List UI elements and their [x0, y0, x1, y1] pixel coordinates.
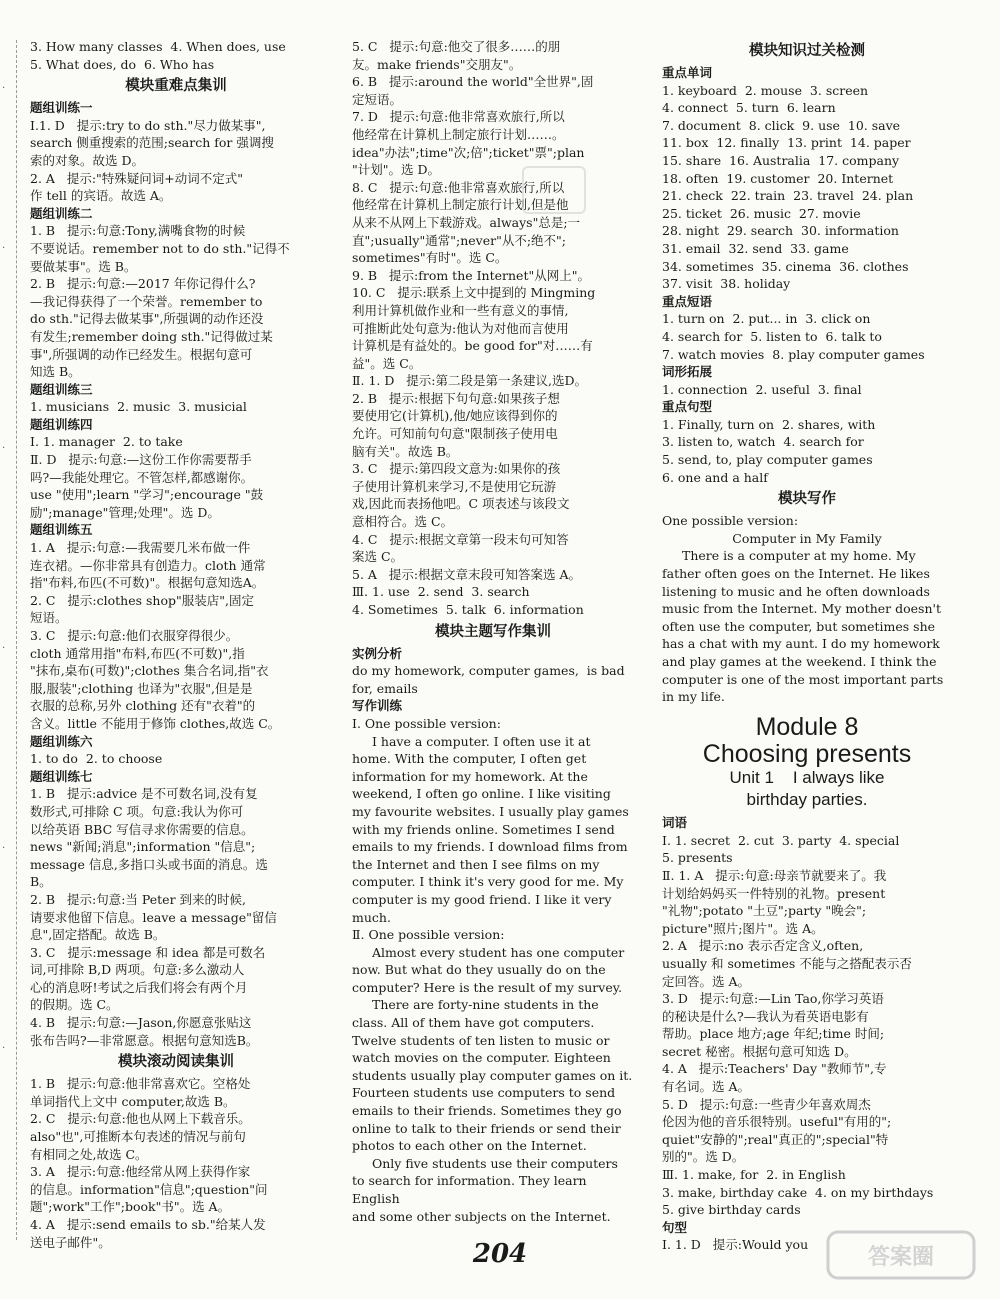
answer-line: 21. check 22. train 23. travel 24. plan — [662, 188, 914, 204]
answer-line: 5. send, to, play computer games — [662, 452, 873, 468]
answer-line: 4. Sometimes 5. talk 6. information — [352, 602, 584, 617]
answer-line: use "使用";learn "学习";encourage "鼓 — [30, 487, 264, 503]
answer-line: 指"布料,布匹(不可数)"。根据句意知选A。 — [30, 575, 265, 591]
answer-line: 心的消息呀!考试之后我们将会有两个月 — [30, 979, 248, 995]
answer-line: 2. C 提示:句意:他也从网上下载音乐。 — [30, 1111, 251, 1127]
answer-line: search 侧重搜索的范围;search for 强调搜 — [30, 135, 274, 151]
answer-line: Ⅰ. One possible version: — [352, 715, 501, 731]
book-watermark — [522, 166, 586, 214]
answer-line: quiet"安静的";real"真正的";special"特 — [662, 1131, 889, 1147]
module-title: Unit 1 I always like — [729, 767, 885, 787]
answer-line: usually 和 sometimes 不能与之搭配表示否 — [662, 955, 912, 971]
module-title: birthday parties. — [746, 790, 868, 810]
answer-line: 有发生;remember doing sth."记得做过某 — [30, 328, 273, 344]
answer-line: 5. What does, do 6. Who has — [30, 56, 215, 72]
answer-line: also"也",可推断本句表述的情况与前句 — [30, 1129, 246, 1145]
answer-line: class. All of them have got computers. — [352, 1015, 595, 1031]
answer-line: 1. connection 2. useful 3. final — [662, 381, 862, 397]
answer-line: message 信息,多指口头或书面的消息。选 — [30, 856, 268, 872]
answer-line: has a chat with my aunt. I do my homework — [662, 636, 940, 652]
answer-line: 1. B 提示:advice 是不可数名词,没有复 — [30, 786, 258, 802]
answer-line: 7. document 8. click 9. use 10. save — [662, 117, 901, 133]
answer-line: 1. keyboard 2. mouse 3. screen — [662, 82, 869, 98]
answer-line: 脑有关"。故选 B。 — [352, 443, 459, 459]
answer-line: Ⅰ.1. D 提示:try to do sth."尽力做某事", — [30, 117, 266, 133]
subsection-label: 题组训练四 — [30, 416, 93, 432]
answer-line: 短语。 — [30, 610, 68, 626]
answer-line: 请要求他留下信息。leave a message"留信 — [30, 909, 277, 925]
answer-line: 1. musicians 2. music 3. musicial — [30, 399, 247, 415]
answer-line: Ⅱ. 1. A 提示:句意:母亲节就要来了。我 — [662, 867, 887, 883]
answer-line: 知选 B。 — [30, 364, 81, 380]
answer-line: Ⅱ. D 提示:句意:—这份工作你需要帮手 — [30, 452, 252, 468]
answer-line: 6. B 提示:around the world"全世界",固 — [352, 74, 594, 90]
answer-line: 1. turn on 2. put... in 3. click on — [662, 311, 871, 327]
answer-line: 数形式,可排除 C 项。句意:我认为你可 — [30, 803, 244, 819]
answer-line: 友。make friends"交朋友"。 — [352, 56, 522, 72]
answer-line: 定短语。 — [352, 91, 403, 107]
answer-line: 2. A 提示:"特殊疑问词+动词不定式" — [30, 170, 244, 186]
answer-line: 送电子邮件"。 — [30, 1234, 111, 1250]
module-title: Choosing presents — [702, 740, 912, 769]
subsection-label: 实例分析 — [352, 645, 403, 661]
answer-line: computer? Here is the result of my survey. — [352, 979, 623, 995]
answer-line: 5. presents — [662, 850, 733, 866]
answer-line: 37. visit 38. holiday — [662, 276, 791, 292]
answer-line: 吗?—我能处理它。不管怎样,都感谢你。 — [30, 469, 254, 485]
answer-line: 帮助。place 地方;age 年纪;time 时间; — [662, 1026, 885, 1042]
answer-line: 4. A 提示:Teachers' Day "教师节",专 — [662, 1061, 887, 1077]
answer-line: 4. C 提示:根据文章第一段末句可知答 — [352, 531, 569, 547]
answer-line: 4. B 提示:句意:—Jason,你愿意张贴这 — [30, 1015, 252, 1031]
subsection-label: 题组训练六 — [30, 733, 93, 749]
answer-line: do my homework, computer games, is bad — [352, 663, 625, 679]
answer-line: Only five students use their computers — [372, 1155, 618, 1171]
answer-line: 的假期。选 C。 — [30, 997, 119, 1013]
answer-line: 词,可排除 B,D 两项。句意:多么激动人 — [30, 962, 245, 978]
binding-margin: · · · · · · — [0, 40, 17, 1240]
subsection-label: 句型 — [662, 1219, 688, 1235]
answer-line: 案选 C。 — [352, 549, 404, 565]
answer-line: 索的对象。故选 D。 — [30, 152, 144, 168]
answer-line: cloth 通常用指"布料,布匹(不可数)",指 — [30, 645, 245, 661]
answer-line: 衣服的总称,另外 clothing 还有"衣着"的 — [30, 698, 256, 714]
answer-line: much. — [352, 909, 391, 925]
answer-line: Computer in My Family — [732, 530, 882, 546]
answer-line: 31. email 32. send 33. game — [662, 240, 849, 256]
answer-column-2 — [352, 38, 634, 1225]
answer-line: and some other subjects on the Internet. — [352, 1208, 611, 1224]
page-number: 204 — [472, 1239, 528, 1269]
answer-line: news "新闻;消息";information "信息"; — [30, 839, 256, 855]
answer-line: 直";usually"通常";never"从不;绝不"; — [352, 232, 567, 248]
answer-line: 戏,因此而表扬他吧。C 项表述与该段文 — [352, 496, 570, 512]
subsection-label: 重点句型 — [662, 399, 713, 415]
answer-line: 的秘诀是什么?—我认为看英语电影有 — [662, 1008, 869, 1024]
answer-line: 3. listen to, watch 4. search for — [662, 434, 864, 450]
answer-line: 7. watch movies 8. play computer games — [662, 346, 925, 362]
subsection-label: 题组训练二 — [30, 205, 93, 221]
answer-line: 10. C 提示:联系上文中提到的 Mingming — [352, 285, 596, 301]
answer-line: B。 — [30, 874, 52, 890]
answer-line: music from the Internet. My mother doesn't — [662, 601, 941, 617]
answer-line: 2. B 提示:根据下句句意:如果孩子想 — [352, 390, 560, 406]
subsection-label: 词语 — [662, 815, 688, 831]
answer-line: "抹布,桌布(可数)";clothes 集合名词,指"衣 — [30, 663, 269, 679]
subsection-label: 写作训练 — [352, 698, 403, 714]
answer-line: 他经常在计算机上制定旅行计划,但是他 — [352, 197, 569, 213]
answer-line: "礼物";potato "土豆";party "晚会"; — [662, 903, 867, 919]
answer-line: 题";work"工作";book"书"。选 A。 — [30, 1199, 231, 1215]
answer-line: 从来不从网上下载游戏。always"总是;一 — [352, 214, 581, 230]
answer-line: 他经常在计算机上制定旅行计划……。 — [352, 126, 565, 142]
answer-line: 5. A 提示:根据文章末段可知答案选 A。 — [352, 566, 582, 582]
answer-line: 18. often 19. customer 20. Internet — [662, 170, 894, 186]
answer-line: now. But what do they usually do on the — [352, 962, 606, 978]
answer-line: 3. C 提示:句意:他们衣服穿得很少。 — [30, 628, 239, 643]
answer-line: weekend, I often go online. I like visiting — [352, 786, 611, 802]
answer-line: Ⅲ. 1. use 2. send 3. search — [352, 584, 530, 600]
answer-line: 4. connect 5. turn 6. learn — [662, 100, 836, 116]
answer-line: to search for information. They learn English — [352, 1173, 591, 1206]
answer-line: 2. B 提示:句意:—2017 年你记得什么? — [30, 276, 256, 292]
answer-line: 1. to do 2. to choose — [30, 751, 163, 767]
section-heading: 模块滚动阅读集训 — [118, 1054, 234, 1071]
answer-line: 的信息。information"信息";question"问 — [30, 1181, 268, 1197]
answer-line: 要使用它(计算机),他/她应该得到你的 — [352, 408, 558, 424]
answer-line: 允许。可知前句句意"限制孩子使用电 — [352, 426, 558, 442]
answer-line: father often goes on the Internet. He likes — [662, 566, 930, 582]
answer-line: sometimes"有时"。选 C。 — [352, 250, 508, 266]
answer-line: 1. B 提示:句意:Tony,满嘴食物的时候 — [30, 223, 246, 239]
answer-line: There are forty-nine students in the — [372, 997, 599, 1013]
answer-line: There is a computer at my home. My — [682, 548, 916, 564]
answer-line: listening to music and he often downloads — [662, 583, 930, 599]
answer-line: 利用计算机做作业和一些有意义的事情, — [352, 302, 569, 318]
subsection-label: 题组训练三 — [30, 381, 93, 397]
answer-line: 不要说话。remember not to do sth."记得不 — [30, 240, 290, 256]
subsection-label: 题组训练五 — [30, 522, 93, 538]
section-heading: 模块写作 — [778, 491, 836, 508]
answer-line: 25. ticket 26. music 27. movie — [662, 205, 861, 221]
answer-line: and play games at the weekend. I think the — [662, 654, 937, 669]
svg-text:答案圈: 答案圈 — [867, 1245, 935, 1270]
answer-column-3 — [662, 38, 952, 1254]
answer-line: 计算机是有益处的。be good for"对……有 — [352, 338, 593, 354]
subsection-label: 题组训练一 — [30, 100, 93, 116]
answer-line: —我记得获得了一个荣誉。remember to — [30, 293, 263, 309]
answer-line: 别的"。选 D。 — [662, 1149, 745, 1165]
answer-line: 含义。little 不能用于修饰 clothes,故选 C。 — [30, 715, 281, 731]
answer-line: 连衣裙。—你非常具有创造力。cloth 通常 — [30, 557, 266, 573]
subsection-label: 重点短语 — [662, 293, 713, 309]
answer-line: 6. one and a half — [662, 469, 768, 485]
answer-line: 4. A 提示:send emails to sb."给某人发 — [30, 1217, 266, 1232]
answer-line: 2. A 提示:no 表示否定含义,often, — [662, 938, 864, 954]
answer-line: 3. How many classes 4. When does, use — [30, 39, 286, 54]
answer-line: 8. C 提示:句意:他非常喜欢旅行,所以 — [352, 179, 565, 195]
answer-line: 34. sometimes 35. cinema 36. clothes — [662, 258, 909, 274]
answer-line: 5. D 提示:句意:一些青少年喜欢周杰 — [662, 1096, 871, 1112]
answer-line: photos to each other on the Internet. — [352, 1138, 587, 1154]
answer-line: students usually play computer games on it. — [352, 1067, 633, 1083]
answer-line: 9. B 提示:from the Internet"从网上"。 — [352, 267, 590, 283]
section-heading: 模块主题写作集训 — [435, 623, 551, 640]
answer-line: 2. B 提示:句意:当 Peter 到来的时候, — [30, 891, 246, 907]
answer-line: home. With the computer, I often get — [352, 751, 587, 767]
answer-line: 意相符合。选 C。 — [352, 514, 454, 530]
answer-line: 益"。选 C。 — [352, 355, 422, 371]
answer-line: 要做某事"。选 B。 — [30, 258, 137, 274]
answer-line: 定回答。选 A。 — [662, 973, 751, 989]
answer-line: 3. A 提示:句意:他经常从网上获得作家 — [30, 1164, 251, 1180]
answer-line: Ⅱ. 1. D 提示:第二段是第一条建议,选D。 — [352, 373, 587, 389]
answer-line: online to talk to their friends or send their — [352, 1120, 621, 1136]
answer-line: 4. search for 5. listen to 6. talk to — [662, 328, 882, 344]
answer-line: watch movies on the computer. Eighteen — [352, 1050, 611, 1066]
answer-line: the Internet and then I see films on my — [352, 856, 600, 872]
answer-line: often use the computer, but sometimes she — [662, 618, 936, 634]
answer-line: with my friends online. Sometimes I send — [352, 821, 615, 837]
answer-line: in my life. — [662, 689, 725, 705]
answer-line: computer is one of the most important parts — [662, 671, 944, 687]
section-heading: 模块知识过关检测 — [749, 43, 865, 59]
answer-line: 5. give birthday cards — [662, 1202, 801, 1218]
answer-line: Ⅰ. 1. manager 2. to take — [30, 434, 183, 450]
answer-line: 张布告吗?—非常愿意。根据句意知选B。 — [30, 1032, 259, 1048]
answer-line: computer is my good friend. I like it very — [352, 891, 612, 907]
answer-line: 励";manage"管理;处理"。选 D。 — [30, 504, 220, 520]
module-title: Module 8 — [755, 712, 859, 741]
answer-line: 事",所强调的动作已经发生。根据句意可 — [30, 346, 253, 362]
answer-line: Ⅰ. 1. secret 2. cut 3. party 4. special — [662, 832, 900, 848]
answer-line: information for my homework. At the — [352, 768, 588, 784]
answer-line: computer. I think it's very good for me. My — [352, 874, 624, 890]
answer-line: 3. C 提示:message 和 idea 都是可数名 — [30, 944, 266, 960]
answer-line: Almost every student has one computer — [372, 944, 625, 960]
answer-line: Fourteen students use computers to send — [352, 1085, 616, 1101]
answer-line: One possible version: — [662, 513, 799, 529]
subsection-label: 题组训练七 — [30, 768, 93, 784]
answer-line: Twelve students of ten listen to music or — [352, 1032, 610, 1048]
answer-line: 28. night 29. search 30. information — [662, 223, 899, 239]
answer-line: 息",固定搭配。故选 B。 — [30, 927, 166, 943]
answer-line: my favourite websites. I usually play games — [352, 803, 629, 819]
answer-line: 子使用计算机来学习,不是使用它玩游 — [352, 478, 556, 494]
answer-line: 可推断此处句意为:他认为对他而言使用 — [352, 320, 569, 336]
answer-line: 以给英语 BBC 写信寻求你需要的信息。 — [30, 821, 254, 837]
answer-line: 1. A 提示:句意:—我需要几米布做一件 — [30, 540, 251, 556]
answer-line: picture"照片;图片"。选 A。 — [662, 920, 824, 936]
answer-line: 11. box 12. finally 13. print 14. paper — [662, 135, 911, 151]
answer-line: 15. share 16. Australia 17. company — [662, 152, 900, 168]
answer-line: idea"办法";time"次;倍";ticket"票";plan — [352, 144, 585, 160]
answer-line: emails to my friends. I download films from — [352, 839, 628, 855]
answer-line: do sth."记得去做某事",所强调的动作还没 — [30, 311, 264, 327]
answer-line: 作 tell 的宾语。故选 A。 — [30, 188, 172, 204]
answer-line: 7. D 提示:句意:他非常喜欢旅行,所以 — [352, 109, 565, 125]
answer-line: secret 秘密。根据句意可知选 D。 — [662, 1043, 857, 1059]
answer-column-1 — [30, 38, 322, 1251]
answer-line: "计划"。选 D。 — [352, 162, 440, 178]
answer-line: I have a computer. I often use it at — [372, 733, 591, 749]
answer-line: 有相同之处,故选 C。 — [30, 1146, 148, 1162]
answer-line: 2. C 提示:clothes shop"服装店",固定 — [30, 592, 254, 608]
answer-line: emails to their friends. Sometimes they go — [352, 1103, 622, 1119]
answer-line: Ⅰ. 1. D 提示:Would you — [662, 1237, 809, 1253]
answer-line: 服,服装";clothing 也译为"衣服",但是是 — [30, 680, 253, 696]
answer-line: 计划给妈妈买一件特别的礼物。present — [662, 885, 886, 901]
answer-line: 5. C 提示:句意:他交了很多……的朋 — [352, 39, 561, 54]
subsection-label: 重点单词 — [662, 65, 713, 80]
answer-line: for, emails — [352, 680, 418, 696]
answer-line: 3. make, birthday cake 4. on my birthdays — [662, 1184, 934, 1200]
answer-line: 1. Finally, turn on 2. shares, with — [662, 416, 876, 432]
section-heading: 模块重难点集训 — [125, 78, 227, 95]
answer-line: 1. B 提示:句意:他非常喜欢它。空格处 — [30, 1076, 251, 1092]
answer-line: Ⅲ. 1. make, for 2. in English — [662, 1167, 846, 1183]
answer-line: 3. C 提示:第四段文意为:如果你的孩 — [352, 461, 561, 477]
subsection-label: 词形拓展 — [662, 364, 713, 380]
answer-line: 有名词。选 A。 — [662, 1079, 751, 1095]
answer-line: 3. D 提示:句意:—Lin Tao,你学习英语 — [662, 991, 884, 1007]
answer-line: Ⅱ. One possible version: — [352, 927, 505, 943]
answer-line: 伦因为他的音乐很特别。useful"有用的"; — [662, 1114, 892, 1130]
answer-line: 单词指代上文中 computer,故选 B。 — [30, 1093, 236, 1109]
